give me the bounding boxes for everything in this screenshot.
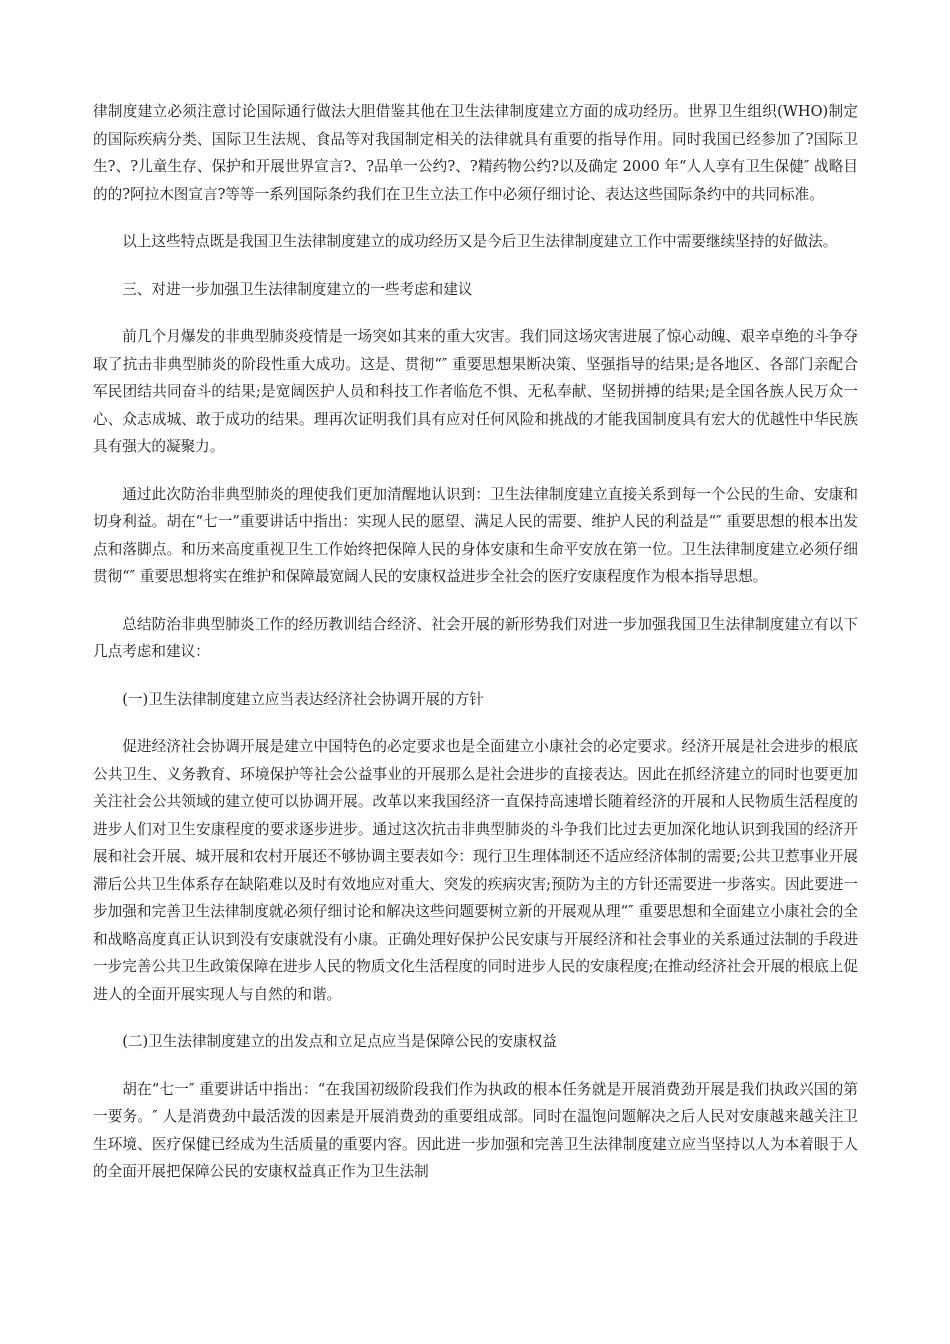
body-paragraph: 律制度建立必须注意讨论国际通行做法大胆借鉴其他在卫生法律制度建立方面的成功经历。世界卫生组织(WHO)制定的国际疾病分类、国际卫生法规、食品等对我国制定相关的法律就具有重要的指导作用。同时我国已经参加了?国际卫生?、?儿童生存、保护和开展世界宣言?、?品单一公约?、?精药物公约?以及确定 2000 年“人人享有卫生保健″ 战略目的的?阿拉木图宣言?等等一系列国际条约我们在卫生立法工作中必须仔细讨论、表达这些国际条约中的共同标准。	[93, 103, 858, 203]
document-page	[93, 98, 858, 1206]
section-heading: 三、对进一步加强卫生法律制度建立的一些考虑和建议	[122, 280, 473, 298]
subsection-heading: (二)卫生法律制度建立的出发点和立足点应当是保障公民的安康权益	[122, 1033, 557, 1050]
body-paragraph: 前几个月爆发的非典型肺炎疫情是一场突如其来的重大灾害。我们同这场灾害进展了惊心动魄、艰辛卓绝的斗争夺取了抗击非典型肺炎的阶段性重大成功。这是、贯彻“″ 重要思想果断决策、坚强指导的结果;是各地区、各部门亲配合军民团结共同奋斗的结果;是宽阔医护人员和科技工作者临危不惧、无私奉献、坚韧拼搏的结果;是全国各族人民万众一心、众志成城、敢于成功的结果。理再次证明我们具有应对任何风险和挑战的才能我国制度具有宏大的优越性中华民族具有强大的凝聚力。	[93, 328, 858, 455]
body-paragraph: 胡在“七一″ 重要讲话中指出：“在我国初级阶段我们作为执政的根本任务就是开展消费劲开展是我们执政兴国的第一要务。″ 人是消费劲中最活泼的因素是开展消费劲的重要组成部。同时在温饱问题解决之后人民对安康越来越关注卫生环境、医疗保健已经成为生活质量的重要内容。因此进一步加强和完善卫生法律制度建立应当坚持以人为本着眼于人的全面开展把保障公民的安康权益真正作为卫生法制	[93, 1080, 858, 1180]
body-paragraph: 通过此次防治非典型肺炎的理使我们更加清醒地认识到：卫生法律制度建立直接关系到每一个公民的生命、安康和切身利益。胡在“七一”重要讲话中指出：实现人民的愿望、满足人民的需要、维护人民的利益是“″ 重要思想的根本出发点和落脚点。和历来高度重视卫生工作始终把保障人民的身体安康和生命平安放在第一位。卫生法律制度建立必须仔细贯彻“″ 重要思想将实在维护和保障最宽阔人民的安康权益进步全社会的医疗安康程度作为根本指导思想。	[93, 485, 858, 585]
body-paragraph: 以上这些特点既是我国卫生法律制度建立的成功经历又是今后卫生法律制度建立工作中需要继续坚持的好做法。	[122, 233, 838, 250]
subsection-heading: (一)卫生法律制度建立应当表达经济社会协调开展的方针	[122, 690, 484, 708]
body-paragraph: 促进经济社会协调开展是建立中国特色的必定要求也是全面建立小康社会的必定要求。经济开展是社会进步的根底公共卫生、义务教育、环境保护等社会公益事业的开展那么是社会进步的直接表达。因此在抓经济建立的同时也要更加关注社会公共领域的建立使可以协调开展。改革以来我国经济一直保持高速增长随着经济的开展和人民物质生活程度的进步人们对卫生安康程度的要求逐步进步。通过这次抗击非典型肺炎的斗争我们比过去更加深化地认识到我国的经济开展和社会开展、城开展和农村开展还不够协调主要表如今：现行卫生理体制还不适应经济体制的需要;公共卫惹事业开展滞后公共卫生体系存在缺陷难以及时有效地应对重大、突发的疾病灾害;预防为主的方针还需要进一步落实。因此要进一步加强和完善卫生法律制度就必须仔细讨论和解决这些问题要树立新的开展观从理“″ 重要思想和全面建立小康社会的全和战略高度真正认识到没有安康就没有小康。正确处理好保护公民安康与开展经济和社会事业的关系通过法制的手段进一步完善公共卫生政策保障在进步人民的物质文化生活程度的同时进步人民的安康程度;在推动经济社会开展的根底上促进人的全面开展实现人与自然的和谐。	[93, 738, 858, 1003]
body-paragraph: 总结防治非典型肺炎工作的经历教训结合经济、社会开展的新形势我们对进一步加强我国卫生法律制度建立有以下几点考虑和建议：	[93, 615, 858, 660]
